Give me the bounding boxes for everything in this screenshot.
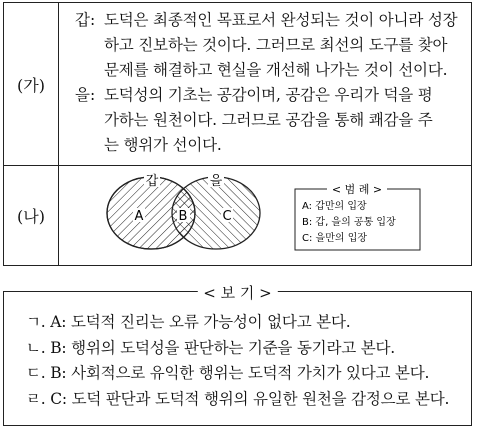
- statement-line: 도덕은 최종적인 목표로서 완성되는 것이 아니라 성장: [104, 11, 458, 29]
- statement-line: 도덕성의 기초는 공감이며, 공감은 우리가 덕을 평: [104, 86, 433, 104]
- statement-line: 는 행위가 선이다.: [104, 136, 222, 154]
- bogi-title: < 보 기 >: [197, 282, 277, 303]
- section-ga: [4, 3, 471, 166]
- bogi-box: [3, 284, 472, 426]
- bogi-items: [26, 310, 465, 412]
- legend-item: B: 갑, 을의 공통 입장: [302, 217, 396, 228]
- bogi-item: ㄴ. B: 행위의 도덕성을 판단하는 기준을 동기라고 본다.: [26, 338, 395, 357]
- section-na-content: [61, 165, 471, 265]
- legend-box: [295, 182, 420, 250]
- legend-title: < 범 례 >: [331, 183, 383, 196]
- statement-line: 문제를 해결하고 현실을 개선해 나가는 것이 선이다.: [104, 61, 448, 79]
- legend-item: A: 갑만의 입장: [302, 201, 367, 212]
- region-c-label: C: [222, 209, 232, 224]
- section-ga-content: [61, 3, 471, 165]
- bogi-item: ㄷ. B: 사회적으로 유익한 행위는 도덕적 가치가 있다고 본다.: [26, 364, 430, 382]
- region-a-label: A: [134, 209, 144, 224]
- speaker-gap-name: 갑:: [75, 11, 96, 29]
- passage-table: [3, 2, 472, 266]
- section-ga-label: (가): [4, 3, 59, 165]
- venn-diagram: [61, 165, 471, 265]
- legend-item: C: 을만의 입장: [302, 233, 368, 244]
- bogi-item: ㄹ. C: 도덕 판단과 도덕적 행위의 유일한 원천을 감정으로 본다.: [26, 389, 450, 408]
- speaker-gap-statement: [75, 8, 463, 83]
- set-gap-label: 갑: [145, 174, 159, 189]
- section-na: [4, 165, 471, 265]
- bogi-item: ㄱ. A: 도덕적 진리는 오류 가능성이 없다고 본다.: [26, 313, 351, 331]
- section-na-label: (나): [4, 165, 59, 265]
- statement-line: 하고 진보하는 것이다. 그러므로 최선의 도구를 찾아: [104, 36, 448, 54]
- speaker-eul-statement: [75, 83, 463, 158]
- region-b-label: B: [178, 209, 188, 224]
- set-eul-label: 을: [209, 174, 223, 189]
- speaker-eul-name: 을:: [75, 86, 96, 104]
- statement-line: 가하는 원천이다. 그러므로 공감을 통해 쾌감을 주: [104, 111, 433, 129]
